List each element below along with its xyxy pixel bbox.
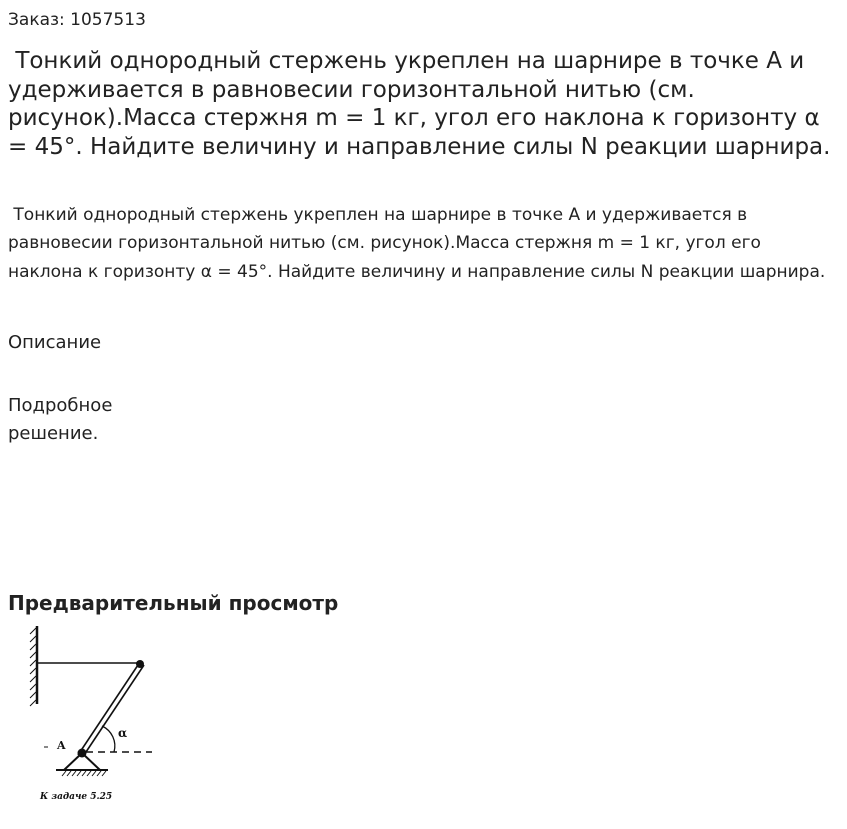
rod xyxy=(78,665,144,755)
problem-heading: Тонкий однородный стержень укреплен на шарнире в точке A и удерживается в равновесии горизонтальной нитью (см. рисунок).Масса стержня m = 1 кг, угол его наклона к горизонту α = 45°. Найдите величину и направление силы N реакции шарнира. xyxy=(8,48,831,160)
label-alpha: α xyxy=(118,726,128,740)
rod-diagram xyxy=(24,622,160,808)
preview-title: Предварительный просмотр xyxy=(8,591,339,615)
problem-text: Тонкий однородный стержень укреплен на шарнире в точке A и удерживается в равновесии горизонтальной нитью (см. рисунок).Масса стержня m = 1 кг, угол его наклона к горизонту α = 45°. Найдите величину и направление силы N реакции шарнира. xyxy=(8,205,826,282)
wall-hatching xyxy=(30,628,36,706)
ground-hatching xyxy=(62,771,106,776)
description-label: Описание xyxy=(8,332,102,353)
figure-caption: К задаче 5.25 xyxy=(40,792,113,802)
label-a: A xyxy=(57,739,66,752)
angle-arc xyxy=(102,726,115,752)
preview-figure xyxy=(24,622,160,808)
order-number: Заказ: 1057513 xyxy=(8,10,146,30)
top-joint xyxy=(136,660,144,668)
description-text: Подробное решение. xyxy=(8,395,113,444)
